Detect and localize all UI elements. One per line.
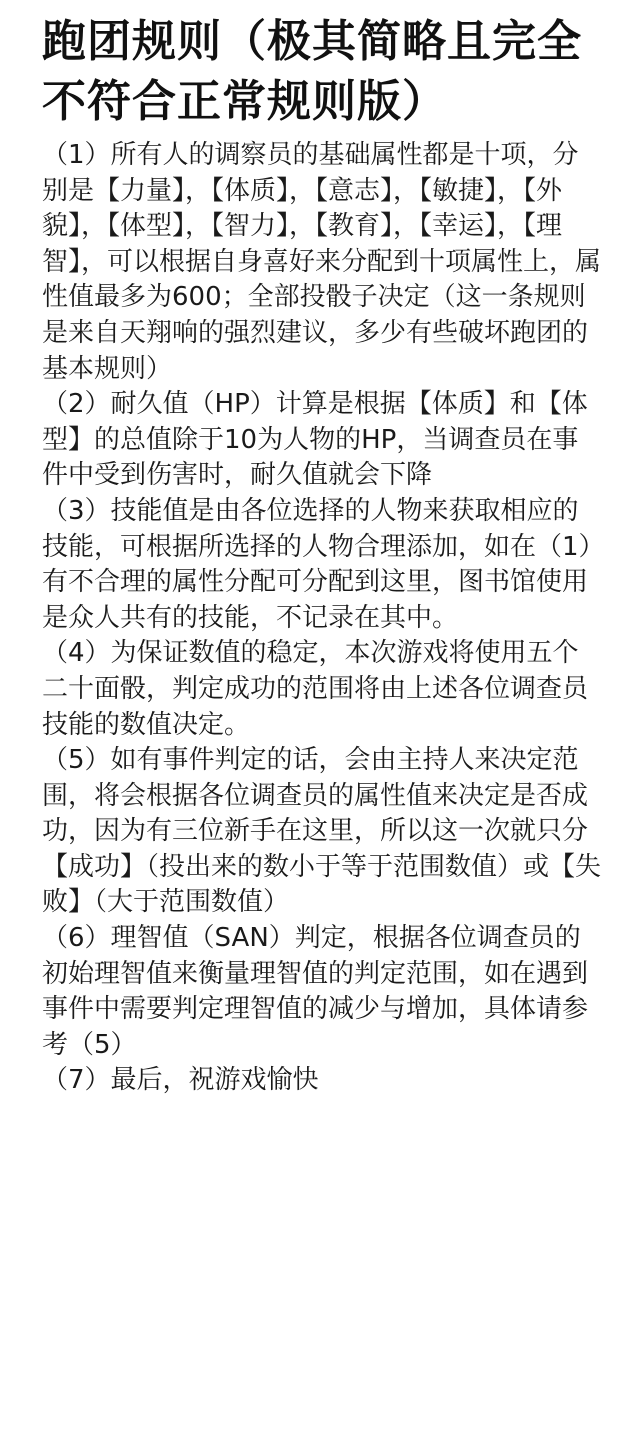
rule-item-7: （7）最后，祝游戏愉快 bbox=[42, 1065, 319, 1096]
rule-item-3: （3）技能值是由各位选择的人物来获取相应的技能，可根据所选择的人物合理添加，如在（1）有不合理的属性分配可分配到这里，图书馆使用是众人共有的技能，不记录在其中。 bbox=[42, 495, 592, 633]
rule-item-5: （5）如有事件判定的话，会由主持人来决定范围，将会根据各位调查员的属性值来决定是否成功，因为有三位新手在这里，所以这一次就只分【成功】（投出来的数小于等于范围数值）或【失败】（大于范围数值） bbox=[42, 745, 602, 918]
rule-item-2: （2）耐久值（HP）计算是根据【体质】和【体型】的总值除于10为人物的HP，当调查员在事件中受到伤害时，耐久值就会下降 bbox=[42, 389, 588, 491]
rule-item-1: （1）所有人的调察员的基础属性都是十项，分别是【力量】，【体质】，【意志】，【敏捷】，【外貌】，【体型】，【智力】，【教育】，【幸运】，【理智】，可以根据自身喜好来分配到十项属性上，属性值最多为600；全部投骰子决定（这一条规则是来自天翔响的强烈建议，多少有些破坏跑团的基本规则） bbox=[42, 140, 602, 384]
rules-list bbox=[42, 138, 602, 1099]
document-title: 跑团规则（极其简略且完全不符合正常规则版） bbox=[42, 16, 582, 127]
rule-item-6: （6）理智值（SAN）判定，根据各位调查员的初始理智值来衡量理智值的判定范围，如在遇到事件中需要判定理智值的减少与增加，具体请参考（5） bbox=[42, 923, 589, 1060]
rule-item-4: （4）为保证数值的稳定，本次游戏将使用五个二十面骰，判定成功的范围将由上述各位调查员技能的数值决定。 bbox=[42, 638, 589, 740]
